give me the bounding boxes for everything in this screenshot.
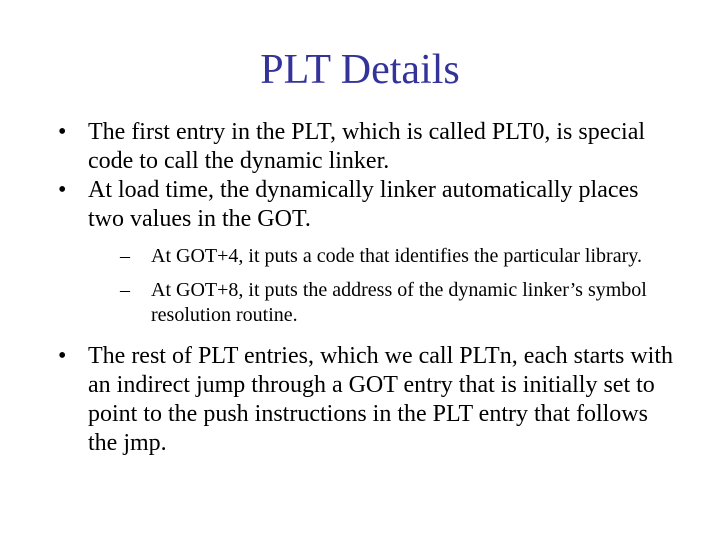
bullet-text: The first entry in the PLT, which is called PLT0, is special code to call the dynamic linker. <box>88 119 646 174</box>
sub-bullet-item <box>88 278 676 328</box>
bullet-list <box>56 118 676 458</box>
bullet-item <box>56 342 676 458</box>
slide-title: PLT Details <box>260 47 460 93</box>
bullet-item <box>56 176 676 328</box>
sub-bullet-text: At GOT+8, it puts the address of the dynamic linker’s symbol resolution routine. <box>151 279 647 326</box>
bullet-marker: • <box>58 177 67 203</box>
bullet-marker: • <box>58 119 67 145</box>
bullet-text: At load time, the dynamically linker automatically places two values in the GOT. <box>88 177 639 232</box>
bullet-item <box>56 118 676 176</box>
sub-bullet-marker: – <box>120 245 130 267</box>
sub-bullet-item <box>88 244 676 269</box>
sub-bullet-text: At GOT+4, it puts a code that identifies the particular library. <box>151 245 642 267</box>
bullet-marker: • <box>58 343 67 369</box>
sub-bullet-marker: – <box>120 279 130 301</box>
sub-bullet-list <box>88 244 676 328</box>
bullet-text: The rest of PLT entries, which we call PLTn, each starts with an indirect jump through a GOT entry that is initially set to point to the push instructions in the PLT entry that follows the jmp. <box>88 343 673 456</box>
